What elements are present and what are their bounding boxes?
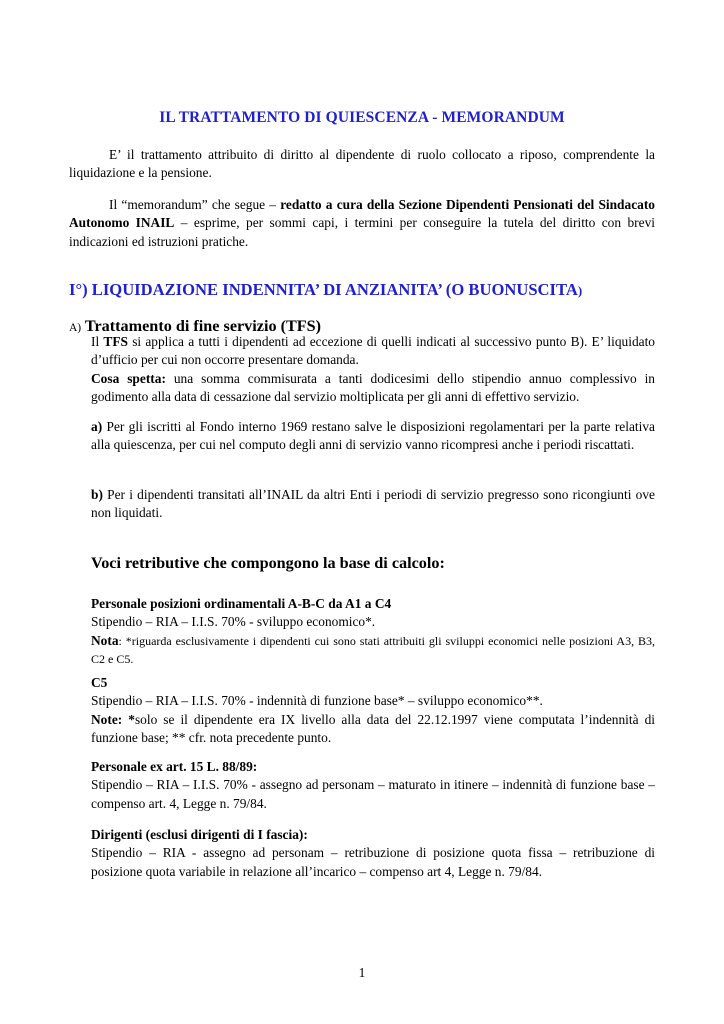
group-4-line: Stipendio – RIA - assegno ad personam – retribuzione di posizione quota fissa – retribuzione di posizione quota variabile in relazione all’incarico – compenso art 4, Legge n. 79/84. [91,845,655,879]
document-title: IL TRATTAMENTO DI QUIESCENZA - MEMORANDUM [159,109,565,126]
point-b-label: b) [91,487,103,502]
subsection-a-marker: A) [69,322,82,334]
intro-p2-text-b: – esprime, per sommi capi, i termini per conseguire la tutela del diritto con brevi indicazioni ed istruzioni pratiche. [69,215,655,249]
group-1-title: Personale posizioni ordinamentali A-B-C da A1 a C4 [91,596,392,611]
subsection-a-title: Trattamento di fine servizio (TFS) [81,317,322,335]
intro-p2-text-a: Il “memorandum” che segue – [109,197,281,212]
intro-paragraph-1 [69,146,655,183]
cosa-spetta-label: Cosa spetta: [91,370,166,386]
group-personale-ex-art-15 [91,758,655,813]
group-3-title: Personale ex art. 15 L. 88/89: [91,759,258,774]
intro-p2-bold: redatto a cura della Sezione Dipendenti Pensionati del Sindacato Autonomo INAIL [69,197,655,231]
group-3-line: Stipendio – RIA – I.I.S. 70% - assegno ad personam – maturato in itinere – indennità di funzione base – compenso art. 4, Legge n. 79/84. [91,777,655,811]
group-1-note: Nota: *riguarda esclusivamente i dipendenti cui sono stati attribuiti gli sviluppi economici nelle posizioni A3, B3, C2 e C5. [91,632,655,667]
group-2-line: Stipendio – RIA – I.I.S. 70% - indennità di funzione base* – sviluppo economico**. [91,693,543,709]
point-b-paragraph: b) Per i dipendenti transitati all’INAIL da altri Enti i periodi di servizio pregresso sono ricongiunti ove non liquidati. [91,487,655,521]
point-a-label: a) [91,419,103,434]
group-2-note: Note: *solo se il dipendente era IX livello alla data del 22.12.1997 viene computata l’indennità di funzione base; ** cfr. nota precedente punto. [91,711,655,746]
group-4-title: Dirigenti (esclusi dirigenti di I fascia): [91,827,308,842]
group-posizioni-ordinamentali [91,595,655,669]
intro-paragraph-2 [69,196,655,251]
page-number: 1 [358,965,366,980]
voci-retributive-heading: Voci retributive che compongono la base di calcolo: [91,554,445,572]
section-1-heading: I°) LIQUIDAZIONE INDENNITA’ DI ANZIANITA’ (O BUONUSCITA) [69,280,583,299]
group-1-line: Stipendio – RIA – I.I.S. 70% - sviluppo economico*. [91,614,376,630]
group-dirigenti [91,826,655,881]
tfs-paragraph: Il TFS si applica a tutti i dipendenti ad eccezione di quelli indicati al successivo punto B). E’ liquidato d’ufficio per cui non occorre presentare domanda. Cosa spetta: una somma commisurata a tanti dodicesimi dello stipendio annuo complessivo in godimento alla data di cessazione dal servizio moltiplicata per gli anni di effettivo servizio. [91,334,656,405]
group-c5 [91,674,655,748]
tfs-term: TFS [103,334,128,349]
group-2-title: C5 [91,675,108,690]
intro-paragraph-1-text: E’ il trattamento attribuito di diritto al dipendente di ruolo collocato a riposo, comprendente la liquidazione e la pensione. [69,147,655,181]
point-a-paragraph: a) Per gli iscritti al Fondo interno 1969 restano salve le disposizioni regolamentari per la parte relativa alla quiescenza, per cui nel computo degli anni di servizio vanno ricompresi anche i periodi riscattati. [91,419,655,453]
